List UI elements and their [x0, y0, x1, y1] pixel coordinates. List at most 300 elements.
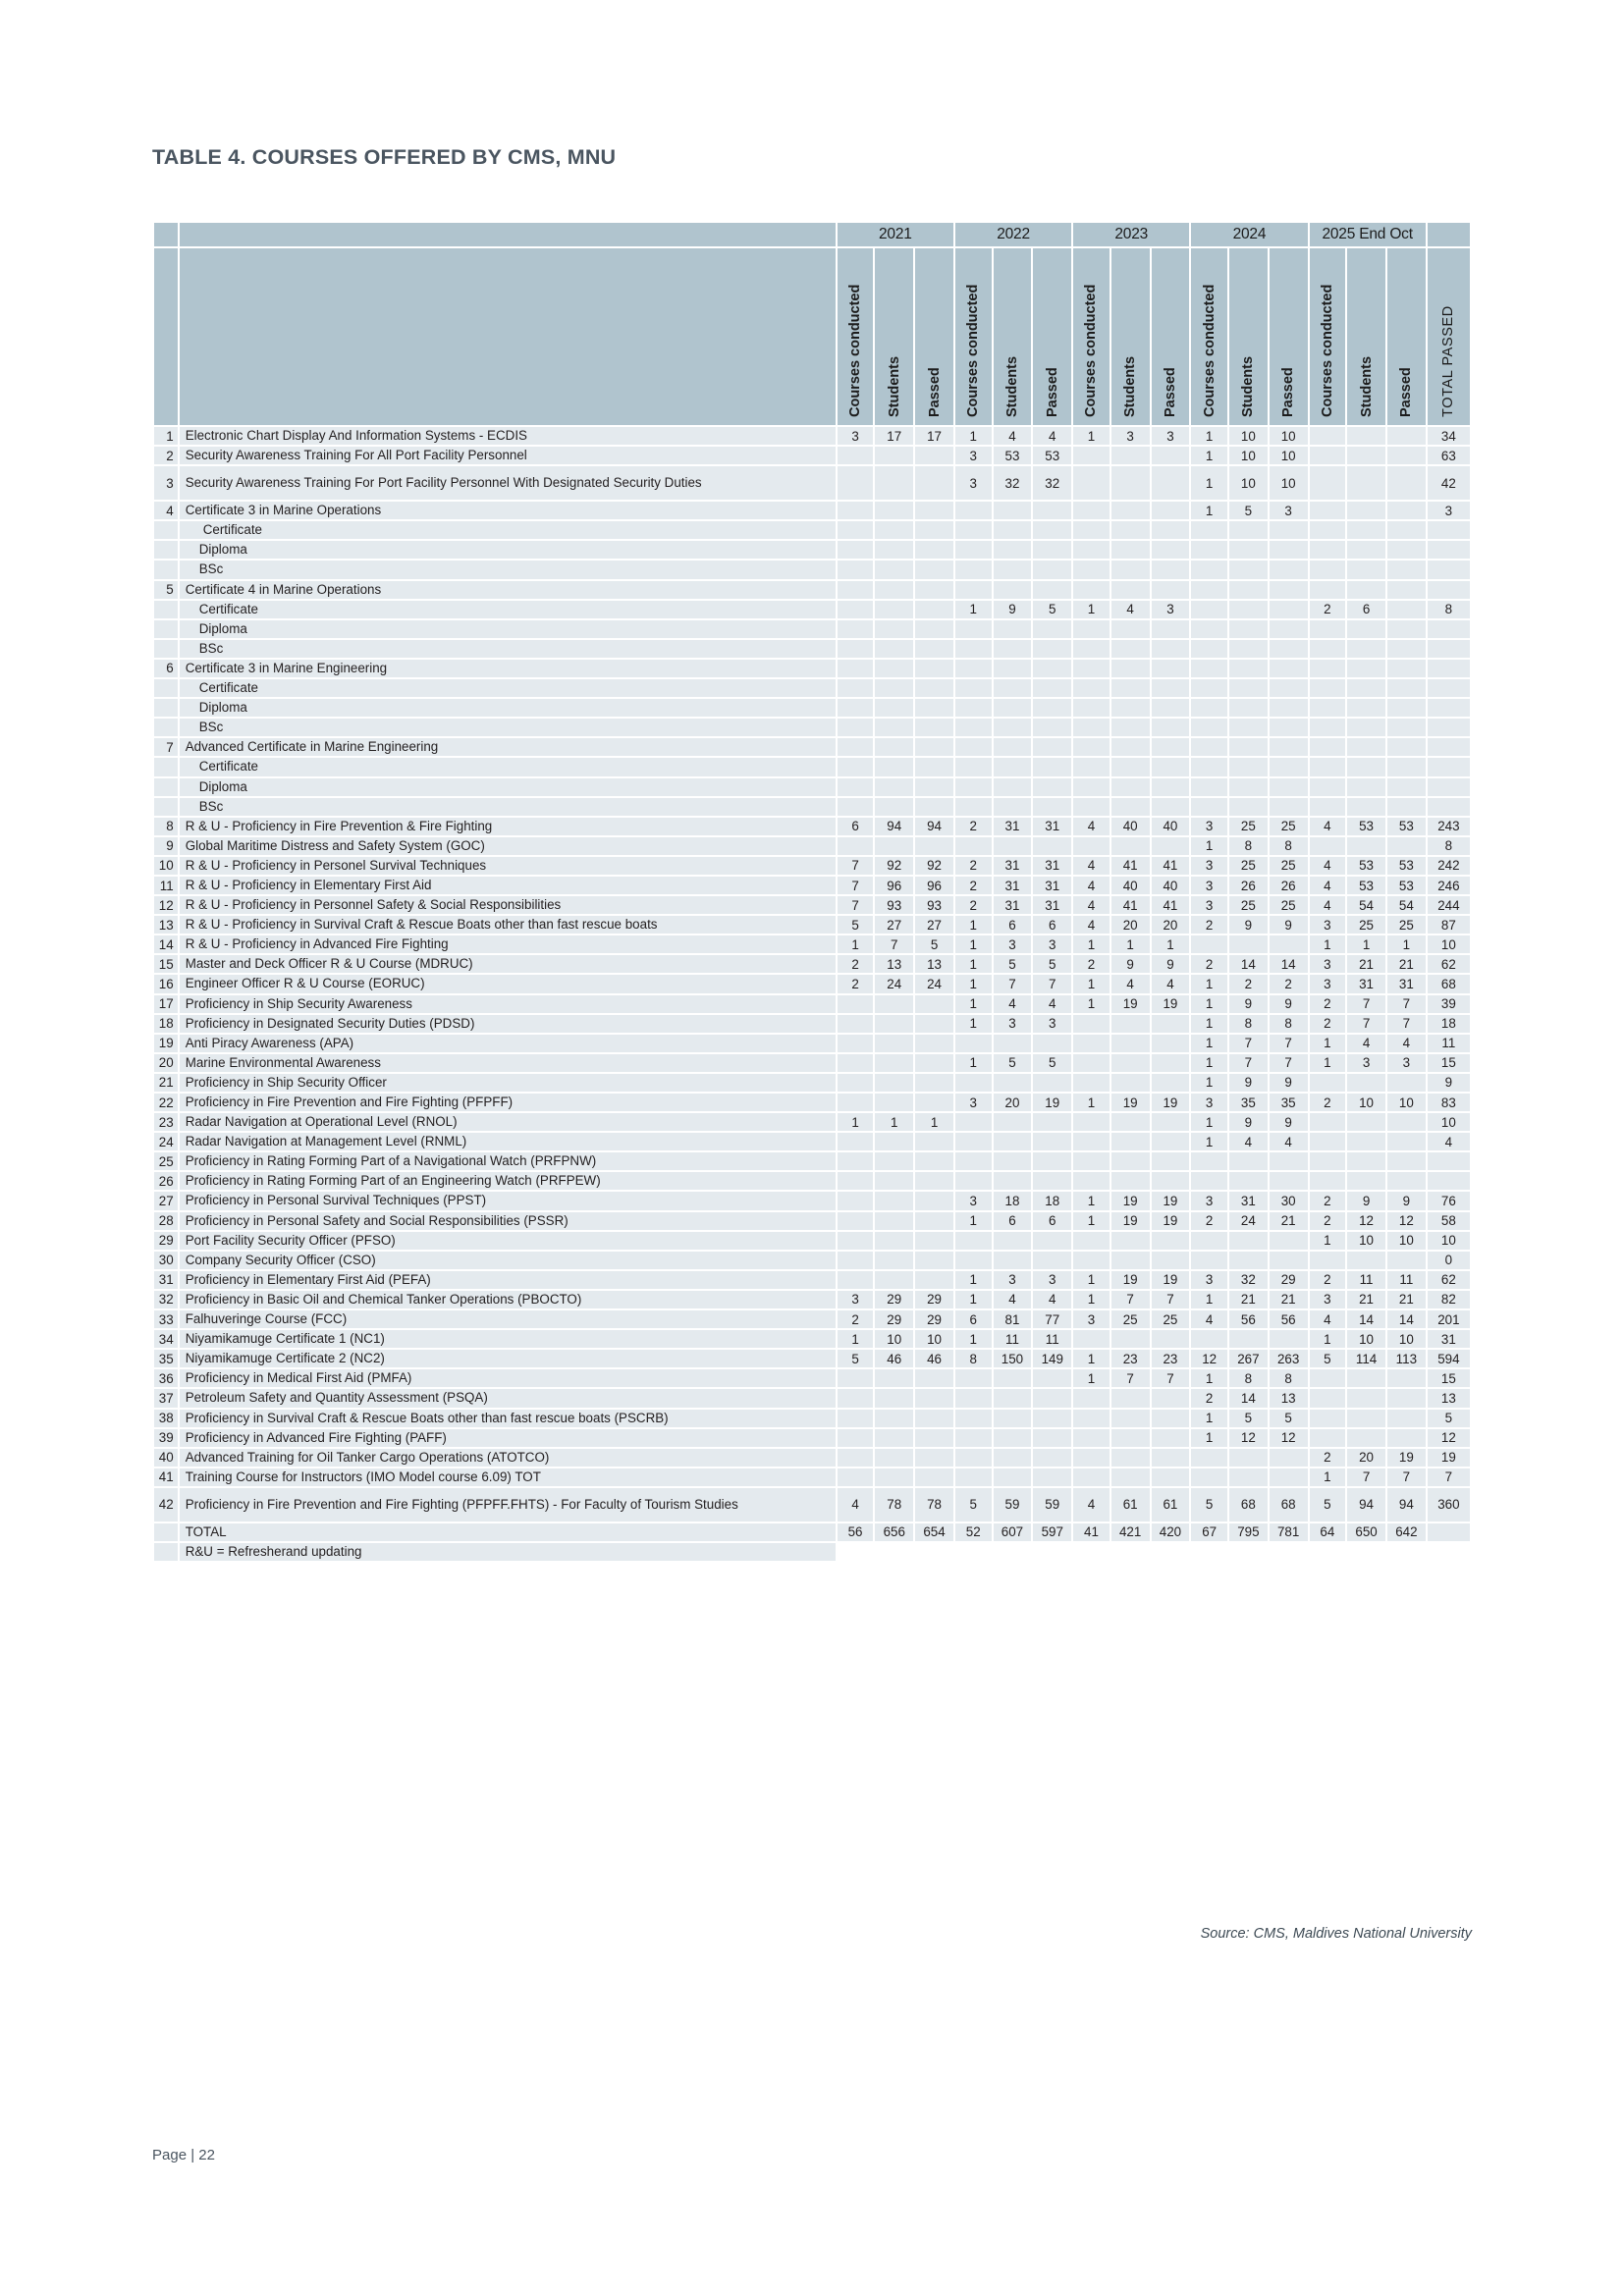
- row-index: 12: [154, 896, 178, 914]
- cell-2022-students: [994, 758, 1032, 775]
- cell-2025-students: 10: [1347, 1330, 1385, 1348]
- cell-2021-passed: 17: [915, 427, 953, 445]
- cell-total-passed: 10: [1428, 1232, 1470, 1250]
- cell-2022-passed: [1033, 1429, 1071, 1447]
- cell-2024-passed: [1270, 521, 1308, 539]
- cell-2022-passed: 149: [1033, 1350, 1071, 1367]
- cell-2021-passed: [915, 521, 953, 539]
- cell-2024-students: [1229, 798, 1268, 816]
- cell-2022-passed: [1033, 1035, 1071, 1052]
- cell-total-passed: 58: [1428, 1212, 1470, 1230]
- total-cell-1: 656: [875, 1523, 913, 1541]
- course-name: Marine Environmental Awareness: [180, 1054, 836, 1072]
- cell-2025-courses: [1310, 837, 1346, 855]
- cell-2024-passed: [1270, 1152, 1308, 1170]
- cell-2023-courses: [1073, 699, 1110, 717]
- course-name: R & U - Proficiency in Survival Craft & Rescue Boats other than fast rescue boats: [180, 916, 836, 934]
- cell-2025-students: 7: [1347, 995, 1385, 1013]
- cell-2025-students: 53: [1347, 877, 1385, 894]
- course-name: Diploma: [180, 778, 836, 796]
- cell-2021-courses: [838, 640, 874, 658]
- cell-2024-courses: [1191, 1172, 1227, 1190]
- cell-2021-students: [875, 1054, 913, 1072]
- cell-2022-passed: [1033, 1133, 1071, 1150]
- cell-total-passed: 62: [1428, 955, 1470, 973]
- col-header-2023-courses-conducted: [1073, 248, 1110, 425]
- cell-2025-students: [1347, 502, 1385, 519]
- cell-2025-students: 9: [1347, 1192, 1385, 1209]
- cell-2023-students: [1111, 502, 1150, 519]
- cell-2023-courses: [1073, 679, 1110, 697]
- cell-2021-passed: [915, 699, 953, 717]
- cell-2024-passed: [1270, 738, 1308, 756]
- cell-2023-courses: 4: [1073, 896, 1110, 914]
- cell-total-passed: 62: [1428, 1271, 1470, 1289]
- cell-2025-courses: [1310, 502, 1346, 519]
- cell-2021-students: 94: [875, 818, 913, 835]
- cell-2021-courses: [838, 1252, 874, 1269]
- cell-2025-passed: [1387, 620, 1426, 638]
- cell-2021-passed: 27: [915, 916, 953, 934]
- cell-2023-students: 19: [1111, 995, 1150, 1013]
- cell-2022-courses: [955, 581, 992, 599]
- row-index: 25: [154, 1152, 178, 1170]
- cell-2021-courses: [838, 620, 874, 638]
- cell-2024-courses: [1191, 1232, 1227, 1250]
- cell-2023-students: 19: [1111, 1192, 1150, 1209]
- cell-2024-courses: 2: [1191, 916, 1227, 934]
- cell-2021-passed: 10: [915, 1330, 953, 1348]
- row-index: 10: [154, 857, 178, 875]
- cell-2022-passed: [1033, 1449, 1071, 1467]
- cell-2023-students: 1: [1111, 935, 1150, 953]
- cell-2024-courses: 2: [1191, 1389, 1227, 1407]
- cell-2021-students: [875, 719, 913, 736]
- cell-2022-students: [994, 1449, 1032, 1467]
- cell-2025-courses: 1: [1310, 1035, 1346, 1052]
- cell-2024-courses: 1: [1191, 1113, 1227, 1131]
- cell-2023-students: [1111, 1429, 1150, 1447]
- cell-2024-courses: 1: [1191, 502, 1227, 519]
- cell-2023-students: [1111, 1054, 1150, 1072]
- cell-total-passed: 83: [1428, 1094, 1470, 1111]
- cell-2022-courses: 3: [955, 1192, 992, 1209]
- table-row: [154, 857, 1470, 875]
- cell-2024-passed: 25: [1270, 857, 1308, 875]
- cell-2025-courses: 1: [1310, 1330, 1346, 1348]
- cell-total-passed: 244: [1428, 896, 1470, 914]
- col-header-label: Students: [886, 355, 902, 417]
- cell-2025-passed: [1387, 778, 1426, 796]
- cell-2021-students: [875, 541, 913, 559]
- cell-2025-students: [1347, 1369, 1385, 1387]
- cell-2024-courses: [1191, 758, 1227, 775]
- table-row: [154, 778, 1470, 796]
- cell-2023-courses: 4: [1073, 818, 1110, 835]
- cell-2025-courses: 2: [1310, 1212, 1346, 1230]
- cell-2025-passed: [1387, 561, 1426, 578]
- cell-2024-passed: 21: [1270, 1212, 1308, 1230]
- cell-2024-passed: [1270, 1330, 1308, 1348]
- footnote-spacer-cell: [1387, 1543, 1426, 1561]
- cell-2023-students: [1111, 620, 1150, 638]
- table-row: [154, 1094, 1470, 1111]
- cell-2025-students: [1347, 758, 1385, 775]
- cell-2025-courses: [1310, 1113, 1346, 1131]
- cell-2021-courses: 7: [838, 877, 874, 894]
- cell-2022-passed: 4: [1033, 1291, 1071, 1308]
- cell-2023-courses: [1073, 1252, 1110, 1269]
- cell-2021-courses: [838, 1429, 874, 1447]
- cell-2024-passed: [1270, 699, 1308, 717]
- course-name: R & U - Proficiency in Advanced Fire Fighting: [180, 935, 836, 953]
- cell-2024-courses: [1191, 1330, 1227, 1348]
- cell-2021-passed: [915, 561, 953, 578]
- cell-2025-students: [1347, 679, 1385, 697]
- cell-2025-courses: 1: [1310, 935, 1346, 953]
- cell-2022-students: [994, 620, 1032, 638]
- cell-2025-passed: [1387, 798, 1426, 816]
- cell-2022-passed: [1033, 1152, 1071, 1170]
- cell-2021-students: [875, 758, 913, 775]
- cell-2025-passed: [1387, 1252, 1426, 1269]
- cell-2023-courses: [1073, 1152, 1110, 1170]
- cell-2021-courses: [838, 1271, 874, 1289]
- cell-2022-students: [994, 1074, 1032, 1092]
- cell-2022-students: 59: [994, 1488, 1032, 1522]
- cell-2025-students: 10: [1347, 1232, 1385, 1250]
- cell-total-passed: [1428, 660, 1470, 677]
- cell-2021-passed: [915, 798, 953, 816]
- cell-2025-courses: [1310, 1389, 1346, 1407]
- cell-2022-courses: 2: [955, 857, 992, 875]
- row-index: [154, 679, 178, 697]
- cell-2021-passed: [915, 1212, 953, 1230]
- row-index: 15: [154, 955, 178, 973]
- table-footnote-row: [154, 1543, 1470, 1561]
- cell-2023-courses: [1073, 541, 1110, 559]
- cell-2022-students: [994, 719, 1032, 736]
- cell-2021-students: 29: [875, 1291, 913, 1308]
- cell-2022-students: 5: [994, 1054, 1032, 1072]
- cell-total-passed: [1428, 581, 1470, 599]
- cell-2022-students: [994, 521, 1032, 539]
- cell-2022-students: [994, 561, 1032, 578]
- row-index: 34: [154, 1330, 178, 1348]
- cell-2022-passed: 18: [1033, 1192, 1071, 1209]
- cell-2023-courses: [1073, 466, 1110, 500]
- course-name: Proficiency in Designated Security Duties (PDSD): [180, 1015, 836, 1033]
- cell-2024-students: [1229, 1152, 1268, 1170]
- cell-2023-students: [1111, 1410, 1150, 1427]
- cell-2021-passed: [915, 1369, 953, 1387]
- cell-2021-students: [875, 738, 913, 756]
- cell-2023-students: [1111, 1133, 1150, 1150]
- col-header-2021-passed: [915, 248, 953, 425]
- col-header-label: Courses conducted: [965, 284, 982, 417]
- cell-2023-passed: [1152, 1054, 1190, 1072]
- cell-2025-students: [1347, 1389, 1385, 1407]
- row-index: [154, 778, 178, 796]
- cell-2023-passed: 25: [1152, 1310, 1190, 1328]
- cell-2025-courses: [1310, 679, 1346, 697]
- cell-2023-courses: [1073, 581, 1110, 599]
- cell-2025-students: 31: [1347, 975, 1385, 992]
- cell-2024-students: 14: [1229, 1389, 1268, 1407]
- cell-2022-passed: [1033, 679, 1071, 697]
- cell-2022-courses: 1: [955, 1212, 992, 1230]
- cell-2024-courses: 1: [1191, 1054, 1227, 1072]
- cell-2021-passed: 93: [915, 896, 953, 914]
- cell-2022-passed: 11: [1033, 1330, 1071, 1348]
- cell-2024-passed: 9: [1270, 916, 1308, 934]
- cell-2023-passed: 4: [1152, 975, 1190, 992]
- col-header-course-blank: [180, 248, 836, 425]
- cell-2024-courses: 2: [1191, 1212, 1227, 1230]
- footnote-spacer-cell: [838, 1543, 874, 1561]
- cell-2024-students: [1229, 620, 1268, 638]
- cell-total-passed: 31: [1428, 1330, 1470, 1348]
- cell-2021-students: 46: [875, 1350, 913, 1367]
- cell-2021-courses: 1: [838, 1113, 874, 1131]
- cell-2022-passed: [1033, 502, 1071, 519]
- cell-2021-courses: 3: [838, 427, 874, 445]
- col-header-label: TOTAL PASSED: [1440, 305, 1457, 417]
- col-header-label: Passed: [1162, 367, 1178, 417]
- cell-total-passed: 19: [1428, 1449, 1470, 1467]
- col-header-2022-students: [994, 248, 1032, 425]
- cell-2021-students: [875, 1468, 913, 1486]
- cell-2023-students: 41: [1111, 896, 1150, 914]
- cell-2024-students: 31: [1229, 1192, 1268, 1209]
- footnote-spacer-cell: [1033, 1543, 1071, 1561]
- cell-2021-students: 29: [875, 1310, 913, 1328]
- cell-2021-passed: 5: [915, 935, 953, 953]
- cell-2024-courses: 3: [1191, 1094, 1227, 1111]
- footnote-spacer-cell: [994, 1543, 1032, 1561]
- course-name: BSc: [180, 719, 836, 736]
- course-name: Diploma: [180, 541, 836, 559]
- cell-2021-passed: [915, 1035, 953, 1052]
- cell-2024-students: [1229, 640, 1268, 658]
- cell-2022-courses: 1: [955, 955, 992, 973]
- cell-2021-passed: [915, 837, 953, 855]
- cell-2023-courses: 1: [1073, 1350, 1110, 1367]
- cell-2021-courses: [838, 837, 874, 855]
- cell-2024-students: 25: [1229, 896, 1268, 914]
- cell-2024-passed: [1270, 1232, 1308, 1250]
- cell-2024-courses: 1: [1191, 1429, 1227, 1447]
- cell-2023-courses: [1073, 1429, 1110, 1447]
- row-index: 38: [154, 1410, 178, 1427]
- cell-2021-courses: [838, 581, 874, 599]
- cell-total-passed: 8: [1428, 601, 1470, 618]
- col-header-label: Students: [1358, 355, 1375, 417]
- cell-2022-courses: 1: [955, 1271, 992, 1289]
- footnote-spacer-cell: [1073, 1543, 1110, 1561]
- cell-total-passed: 5: [1428, 1410, 1470, 1427]
- cell-2022-students: [994, 1369, 1032, 1387]
- cell-2022-passed: 5: [1033, 601, 1071, 618]
- col-header-label: Passed: [1280, 367, 1297, 417]
- cell-total-passed: 9: [1428, 1074, 1470, 1092]
- cell-2023-students: [1111, 738, 1150, 756]
- cell-2022-courses: [955, 758, 992, 775]
- col-header-label: Students: [1240, 355, 1257, 417]
- cell-2023-students: 19: [1111, 1271, 1150, 1289]
- col-header-2024-courses-conducted: [1191, 248, 1227, 425]
- table-row: [154, 1074, 1470, 1092]
- cell-2022-students: 31: [994, 896, 1032, 914]
- cell-2022-courses: [955, 640, 992, 658]
- cell-2025-passed: [1387, 427, 1426, 445]
- cell-2021-students: [875, 1369, 913, 1387]
- cell-2021-students: [875, 447, 913, 464]
- cell-2023-passed: 1: [1152, 935, 1190, 953]
- row-index: 21: [154, 1074, 178, 1092]
- cell-2023-courses: 4: [1073, 916, 1110, 934]
- cell-2025-passed: 94: [1387, 1488, 1426, 1522]
- total-cell-11: 781: [1270, 1523, 1308, 1541]
- cell-2023-passed: [1152, 1232, 1190, 1250]
- cell-total-passed: 76: [1428, 1192, 1470, 1209]
- cell-2024-passed: [1270, 601, 1308, 618]
- cell-2021-students: [875, 1389, 913, 1407]
- cell-2023-students: 3: [1111, 427, 1150, 445]
- cell-2021-courses: [838, 1212, 874, 1230]
- cell-2024-students: 21: [1229, 1291, 1268, 1308]
- cell-total-passed: [1428, 521, 1470, 539]
- cell-2022-courses: 1: [955, 975, 992, 992]
- col-header-label: Courses conducted: [847, 284, 864, 417]
- cell-2023-passed: [1152, 1410, 1190, 1427]
- cell-2022-courses: 3: [955, 447, 992, 464]
- cell-2025-students: [1347, 1252, 1385, 1269]
- year-group-header-row: [154, 223, 1470, 246]
- cell-total-passed: 201: [1428, 1310, 1470, 1328]
- cell-2021-students: [875, 581, 913, 599]
- course-name: Falhuveringe Course (FCC): [180, 1310, 836, 1328]
- cell-2021-students: [875, 778, 913, 796]
- cell-2022-courses: [955, 778, 992, 796]
- cell-2024-students: [1229, 601, 1268, 618]
- cell-2022-students: 4: [994, 995, 1032, 1013]
- cell-2023-students: [1111, 640, 1150, 658]
- col-header-2024-students: [1229, 248, 1268, 425]
- cell-2025-passed: [1387, 1410, 1426, 1427]
- cell-2022-students: 18: [994, 1192, 1032, 1209]
- course-name: Anti Piracy Awareness (APA): [180, 1035, 836, 1052]
- cell-2025-students: [1347, 1133, 1385, 1150]
- cell-2025-passed: 1: [1387, 935, 1426, 953]
- cell-2024-students: [1229, 541, 1268, 559]
- cell-2023-students: 19: [1111, 1212, 1150, 1230]
- cell-2021-passed: 29: [915, 1310, 953, 1328]
- cell-2023-students: [1111, 561, 1150, 578]
- cell-2025-passed: [1387, 601, 1426, 618]
- cell-2024-courses: [1191, 798, 1227, 816]
- cell-2022-passed: [1033, 719, 1071, 736]
- cell-2025-courses: 2: [1310, 995, 1346, 1013]
- cell-2023-passed: [1152, 837, 1190, 855]
- cell-2024-students: 24: [1229, 1212, 1268, 1230]
- table-row: [154, 818, 1470, 835]
- table-row: [154, 561, 1470, 578]
- cell-2024-courses: 1: [1191, 466, 1227, 500]
- cell-2024-passed: 9: [1270, 995, 1308, 1013]
- cell-2022-courses: [955, 502, 992, 519]
- col-header-label: Students: [1122, 355, 1139, 417]
- cell-2024-courses: 1: [1191, 1369, 1227, 1387]
- cell-2021-courses: [838, 1133, 874, 1150]
- cell-2024-passed: 10: [1270, 427, 1308, 445]
- cell-2025-passed: 31: [1387, 975, 1426, 992]
- cell-2023-passed: [1152, 1429, 1190, 1447]
- cell-2024-courses: [1191, 1449, 1227, 1467]
- cell-2021-courses: 4: [838, 1488, 874, 1522]
- cell-2025-courses: 5: [1310, 1488, 1346, 1522]
- cell-2022-students: [994, 1133, 1032, 1150]
- cell-2021-courses: [838, 541, 874, 559]
- cell-2022-students: 53: [994, 447, 1032, 464]
- cell-total-passed: [1428, 541, 1470, 559]
- footnote-spacer-cell: [875, 1543, 913, 1561]
- cell-2024-courses: 12: [1191, 1350, 1227, 1367]
- cell-2024-students: 2: [1229, 975, 1268, 992]
- cell-2024-courses: [1191, 601, 1227, 618]
- cell-2022-courses: [955, 1172, 992, 1190]
- cell-total-passed: 39: [1428, 995, 1470, 1013]
- cell-2025-passed: 21: [1387, 955, 1426, 973]
- cell-2024-students: 10: [1229, 427, 1268, 445]
- cell-2022-courses: [955, 699, 992, 717]
- cell-2023-courses: [1073, 1054, 1110, 1072]
- cell-2022-courses: [955, 1449, 992, 1467]
- cell-2023-courses: 1: [1073, 1212, 1110, 1230]
- cell-2025-passed: 21: [1387, 1291, 1426, 1308]
- cell-2023-passed: [1152, 1113, 1190, 1131]
- cell-2021-courses: 1: [838, 935, 874, 953]
- cell-2025-courses: 1: [1310, 1054, 1346, 1072]
- cell-2024-students: 25: [1229, 857, 1268, 875]
- cell-2023-students: [1111, 1152, 1150, 1170]
- cell-2024-students: 56: [1229, 1310, 1268, 1328]
- cell-2025-passed: [1387, 541, 1426, 559]
- cell-2022-passed: [1033, 1172, 1071, 1190]
- cell-2024-passed: 12: [1270, 1429, 1308, 1447]
- cell-2021-students: [875, 837, 913, 855]
- cell-2025-courses: [1310, 758, 1346, 775]
- cell-2023-passed: [1152, 699, 1190, 717]
- cell-2024-passed: [1270, 1252, 1308, 1269]
- cell-2025-passed: [1387, 758, 1426, 775]
- cell-2024-passed: [1270, 541, 1308, 559]
- cell-2024-passed: 13: [1270, 1389, 1308, 1407]
- total-cell-3: 52: [955, 1523, 992, 1541]
- cell-2025-courses: 2: [1310, 1015, 1346, 1033]
- cell-2024-passed: [1270, 1468, 1308, 1486]
- table-row: [154, 1410, 1470, 1427]
- cell-2022-courses: [955, 798, 992, 816]
- footnote-spacer-cell: [1111, 1543, 1150, 1561]
- cell-2025-students: [1347, 447, 1385, 464]
- row-index: [154, 521, 178, 539]
- cell-2024-courses: 1: [1191, 1133, 1227, 1150]
- row-index: 39: [154, 1429, 178, 1447]
- cell-2025-students: 10: [1347, 1094, 1385, 1111]
- course-name: R & U - Proficiency in Personnel Safety & Social Responsibilities: [180, 896, 836, 914]
- cell-2025-passed: 7: [1387, 1468, 1426, 1486]
